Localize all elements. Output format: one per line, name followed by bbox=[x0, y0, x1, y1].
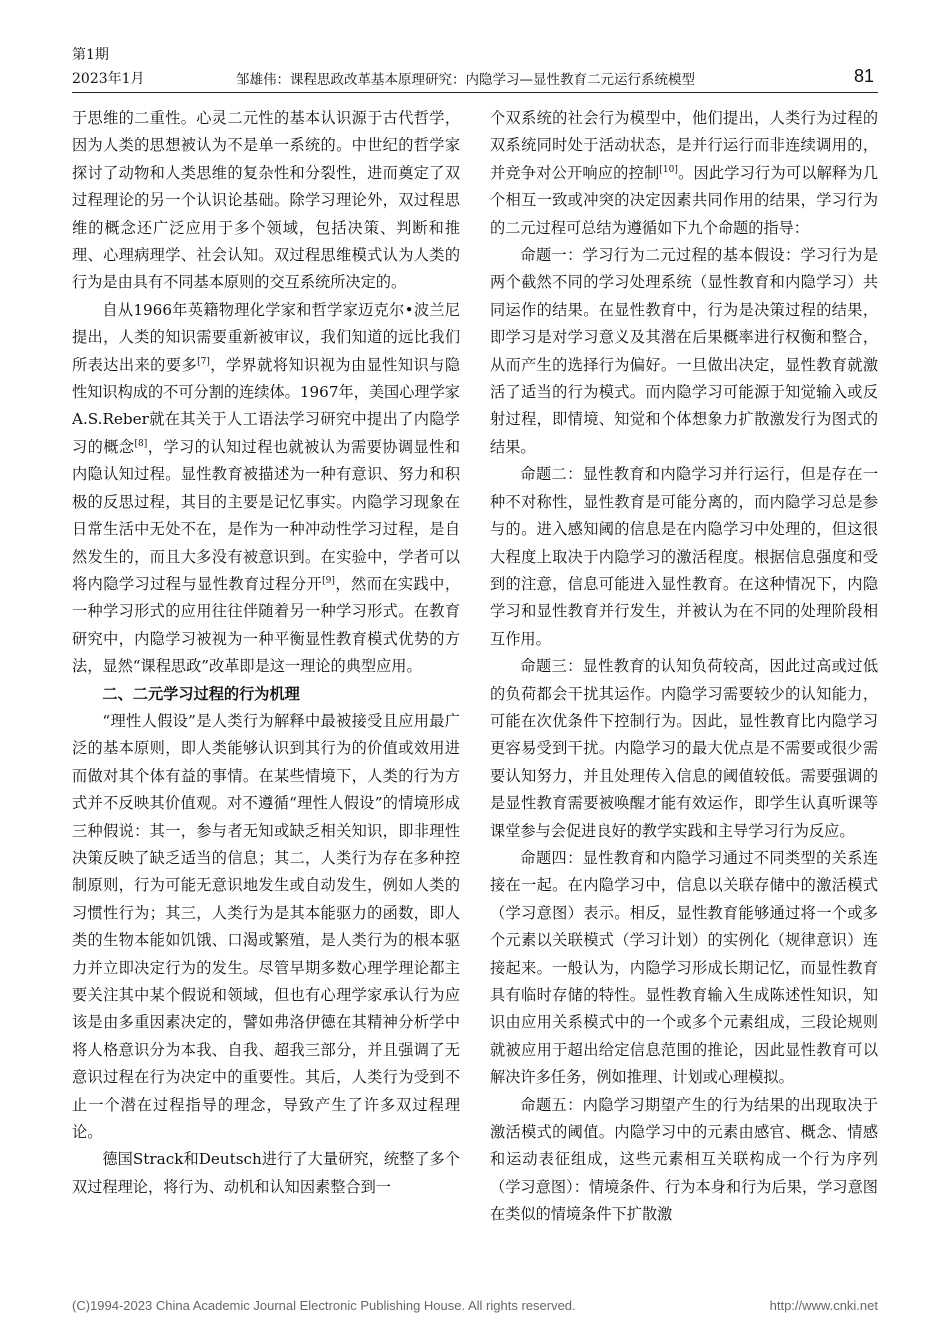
paragraph-continuation: 于思维的二重性。心灵二元性的基本认识源于古代哲学，因为人类的思想被认为不是单一系统的。中世纪的哲学家探讨了动物和人类思维的复杂性和分裂性，进而奠定了双过程理论的另一个认识论基础。除学习理论外，双过程思维的概念还广泛应用于多个领域，包括决策、判断和推理、心理病理学、社会认知。双过程思维模式认为人类的行为是由具有不同基本原则的交互系统所决定的。 bbox=[72, 109, 460, 292]
proposition-4: 命题四：显性教育和内隐学习通过不同类型的关系连接在一起。在内隐学习中，信息以关联存储中的激活模式（学习意图）表示。相反，显性教育能够通过将一个或多个元素以关联模式（学习计划）的实例化（规律意识）连接起来。一般认为，内隐学习形成长期记忆，而显性教育具有临时存储的特性。显性教育输入生成陈述性知识，知识由应用关系模式中的一个或多个元素组成，三段论规则就被应用于超出给定信息范围的推论，因此显性教育可以解决许多任务，例如推理、计划或心理模拟。 bbox=[490, 848, 878, 1087]
journal-date: 2023年1月 bbox=[72, 71, 145, 87]
citation-ref: [7] bbox=[197, 356, 210, 367]
proposition-3: 命题三：显性教育的认知负荷较高，因此过高或过低的负荷都会干扰其运作。内隐学习需要较少的认知能力，可能在次优条件下控制行为。因此，显性教育比内隐学习更容易受到干扰。内隐学习的最大优点是不需要或很少需要认知努力，并且处理传入信息的阈值较低。需要强调的是显性教育需要被唤醒才能有效运作，即学生认真听课等课堂参与会促进良好的教学实践和主导学习行为反应。 bbox=[490, 657, 878, 840]
page-number: 81 bbox=[854, 66, 875, 86]
text-segment: 个双系统的社会行为模型中，他们提出，人类行为过程的双系统同时处于活动状态，是并行运行而非连续调用的，并竞争对公开响应的控制 bbox=[490, 109, 878, 182]
right-column bbox=[490, 105, 878, 1277]
citation-ref: [10] bbox=[659, 164, 678, 175]
text-segment: ，学习的认知过程也就被认为需要协调显性和内隐认知过程。显性教育被描述为一种有意识、努力和积极的反思过程，其目的主要是记忆事实。内隐学习现象在日常生活中无处不在，是作为一种冲动性学习过程，是自然发生的，而且大多没有被意识到。在实验中，学者可以将内隐学习过程与显性教育过程分开 bbox=[72, 437, 460, 593]
copyright-text: (C)1994-2023 China Academic Journal Electronic Publishing House. All rights reserved. bbox=[72, 1298, 576, 1313]
footer-url[interactable]: http://www.cnki.net bbox=[769, 1298, 878, 1313]
paragraph-strack-deutsch: 德国Strack和Deutsch进行了大量研究，统整了多个双过程理论，将行为、动机和认知因素整合到一 bbox=[72, 1150, 460, 1196]
running-title: 邹雄伟：课程思政改革基本原理研究：内隐学习—显性教育二元运行系统模型 bbox=[236, 72, 695, 88]
text-segment: ，学界就将知识视为由显性知识与隐性知识构成的不可分割的连续体。1967年，美国心理学家A.S.Reber就在其关于人工语法学习研究中提出了内隐学习的概念 bbox=[72, 355, 460, 456]
citation-ref: [8] bbox=[134, 438, 148, 449]
paragraph-continuation bbox=[490, 105, 878, 242]
text-segment: ，然而在实践中，一种学习形式的应用往往伴随着另一种学习形式。在教育研究中，内隐学习被视为一种平衡显性教育模式优势的方法，显然“课程思政”改革即是这一理论的典型应用。 bbox=[72, 574, 460, 676]
text-segment: 。因此学习行为可以解释为几个相互一致或冲突的决定因素共同作用的结果，学习行为的二元过程可总结为遵循如下九个命题的指导： bbox=[490, 163, 878, 237]
journal-issue: 第1期 bbox=[72, 47, 109, 63]
proposition-5: 命题五：内隐学习期望产生的行为结果的出现取决于激活模式的阈值。内隐学习中的元素由感官、概念、情感和运动表征组成，这些元素相互关联构成一个行为序列（学习意图）：情境条件、行为本身和行为后果，学习意图在类似的情境条件下扩散激 bbox=[490, 1095, 878, 1224]
copyright-footer bbox=[72, 1298, 878, 1313]
paragraph-rational-hypothesis: “理性人假设”是人类行为解释中最被接受且应用最广泛的基本原则，即人类能够认识到其行为的价值或效用进而做对其个体有益的事情。在某些情境下，人类的行为方式并不反映其价值观。对不遵循“理性人假设”的情境形成三种假说：其一，参与者无知或缺乏相关知识，即非理性决策反映了缺乏适当的信息；其二，人类行为存在多种控制原则，行为可能无意识地发生或自动发生，例如人类的习惯性行为；其三，人类行为是其本能驱力的函数，即人类的生物本能如饥饿、口渴或繁殖，是人类行为的根本驱力并立即决定行为的发生。尽管早期多数心理学理论都主要关注其中某个假说和领域，但也有心理学家承认行为应该是由多重因素决定的，譬如弗洛伊德在其精神分析学中将人格意识分为本我、自我、超我三部分，并且强调了无意识过程在行为决定中的重要性。其后，人类行为受到不止一个潜在过程指导的理念，导致产生了许多双过程理论。 bbox=[72, 711, 460, 1142]
text-segment: 自从1966年英籍物理化学家和哲学家迈克尔•波兰尼提出，人类的知识需要重新被审议，我们知道的远比我们所表达出来的要多 bbox=[72, 300, 460, 374]
citation-ref: [9] bbox=[322, 575, 335, 586]
proposition-2: 命题二：显性教育和内隐学习并行运行，但是存在一种不对称性，显性教育是可能分离的，而内隐学习总是参与的。进入感知阈的信息是在内隐学习中处理的，但这很大程度上取决于内隐学习的激活程度。根据信息强度和受到的注意，信息可能进入显性教育。在这种情况下，内隐学习和显性教育并行发生，并被认为在不同的处理阶段相互作用。 bbox=[490, 465, 878, 648]
paragraph-polanyi-reber bbox=[72, 297, 460, 681]
section-heading: 二、二元学习过程的行为机理 bbox=[102, 684, 300, 703]
header-rule bbox=[72, 92, 878, 93]
left-column bbox=[72, 105, 460, 1277]
proposition-1: 命题一：学习行为二元过程的基本假设：学习行为是两个截然不同的学习处理系统（显性教育和内隐学习）共同运作的结果。在显性教育中，行为是决策过程的结果，即学习是对学习意义及其潜在后果概率进行权衡和整合，从而产生的选择行为偏好。一旦做出决定，显性教育就激活了适当的行为模式。而内隐学习可能源于知觉输入或反射过程，即情境、知觉和个体想象力扩散激发行为图式的结果。 bbox=[490, 246, 878, 456]
